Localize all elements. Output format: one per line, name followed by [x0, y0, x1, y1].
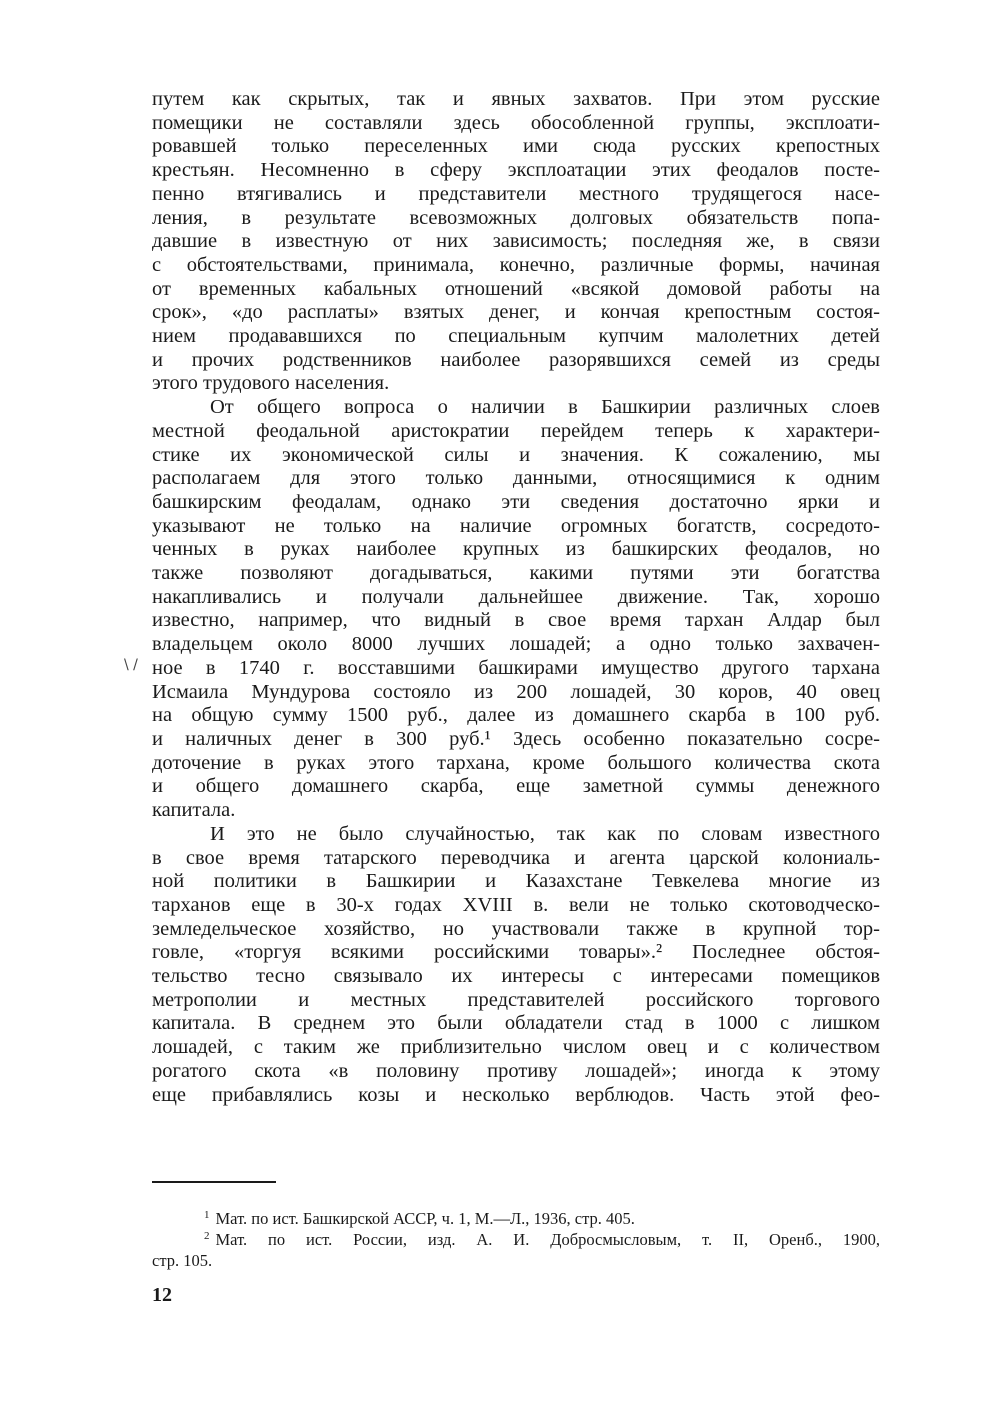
text-line: ления, в результате всевозможных долговых обязательств попа- [152, 206, 880, 229]
text-line: давшие в известную от них зависимость; последняя же, в связи [152, 230, 880, 253]
text-line: стике их экономической силы и значения. К сожалению, мы [152, 443, 880, 466]
footnote-2 [152, 1229, 880, 1271]
footnote-text: Мат. по ист. Башкирской АССР, ч. 1, М.—Л., 1936, стр. 405. [215, 1209, 635, 1228]
text-line: доточение в руках этого тархана, кроме большого количества скота [152, 751, 880, 774]
text-line: земледельческое хозяйство, но участвовали также в крупной тор- [152, 917, 880, 940]
text-line: крестьян. Несомненно в сферу эксплоатации этих феодалов посте- [152, 159, 880, 182]
margin-mark: \ / [124, 657, 138, 673]
footnote-1 [152, 1208, 880, 1229]
text-line: этого трудового населения. [152, 372, 390, 395]
text-line: башкирским феодалам, однако эти сведения достаточно ярки и [152, 490, 880, 513]
text-line: и общего домашнего скарба, еще заметной суммы денежного [152, 775, 880, 798]
text-line: тельство тесно связывало их интересы с интересами помещиков [152, 965, 880, 988]
footnote-number: 2 [204, 1230, 210, 1242]
text-line: известно, например, что видный в свое время тархан Алдар был [152, 609, 880, 632]
body-text [152, 88, 880, 1107]
footnote-line: стр. 105. [152, 1251, 213, 1270]
text-line: капитала. В среднем это были обладатели стад в 1000 с лишком [152, 1012, 880, 1035]
paragraph-2 [152, 396, 880, 823]
text-line: еще прибавлялись козы и несколько верблюдов. Часть этой фео- [152, 1083, 880, 1106]
text-line: указывают не только на наличие огромных богатств, сосредото- [152, 514, 880, 537]
footnote-number: 1 [204, 1209, 210, 1221]
text-line: Исмаила Мундурова состояло из 200 лошадей, 30 коров, 40 овец [152, 680, 880, 703]
text-line: от временных кабальных отношений «всякой домовой работы на [152, 277, 880, 300]
text-line: ное в 1740 г. восставшими башкирами имущество другого тархана [152, 656, 880, 679]
text-line: лошадей, с таким же приблизительно числом овец и с количеством [152, 1036, 880, 1059]
text-line: капитала. [152, 799, 236, 822]
text-line: и прочих родственников наиболее разорявшихся семей из среды [152, 348, 880, 371]
footnote-text: Мат. по ист. России, изд. А. И. Добросмысловым, т. II, Оренб., 1900, [215, 1230, 880, 1249]
text-line: пенно втягивались и представители местного трудящегося насе- [152, 182, 880, 205]
text-line: метрополии и местных представителей российского торгового [152, 988, 880, 1011]
text-line: нием продававшихся по специальным купчим малолетних детей [152, 325, 880, 348]
text-line: ровавшей только переселенных ими сюда русских крепостных [152, 135, 880, 158]
text-line: в свое время татарского переводчика и агента царской колониаль- [152, 846, 880, 869]
text-line: также позволяют догадываться, какими путями эти богатства [152, 562, 880, 585]
text-line: владельцем около 8000 лучших лошадей; а одно только захвачен- [152, 633, 880, 656]
paragraph-3 [152, 823, 880, 1107]
text-line: местной феодальной аристократии перейдем теперь к характери- [152, 419, 880, 442]
footnote-line [152, 1229, 880, 1250]
text-line: И это не было случайностью, так как по словам известного [210, 822, 880, 845]
text-line: с обстоятельствами, принимала, конечно, различные формы, начиная [152, 253, 880, 276]
text-line: ченных в руках наиболее крупных из башкирских феодалов, но [152, 538, 880, 561]
text-line: срок», «до расплаты» взятых денег, и кончая крепостным состоя- [152, 301, 880, 324]
text-line: ной политики в Башкирии и Казахстане Тевкелева многие из [152, 870, 880, 893]
text-line: помещики не составляли здесь обособленной группы, эксплоати- [152, 111, 880, 134]
footnote-line [152, 1208, 880, 1229]
page-number: 12 [152, 1284, 172, 1306]
footnote-separator [152, 1181, 276, 1183]
text-line: тарханов еще в 30-х годах XVIII в. вели не только скотоводческо- [152, 893, 880, 916]
paragraph-1 [152, 88, 880, 396]
text-line: и наличных денег в 300 руб.¹ Здесь особенно показательно сосре- [152, 727, 880, 750]
text-line: рогатого скота «в половину противу лошадей»; иногда к этому [152, 1059, 880, 1082]
text-line: на общую сумму 1500 руб., далее из домашнего скарба в 100 руб. [152, 704, 880, 727]
text-line: От общего вопроса о наличии в Башкирии различных слоев [210, 396, 880, 419]
text-line: говле, «торгуя всякими российскими товары».² Последнее обстоя- [152, 941, 880, 964]
text-line: располагаем для этого только данными, относящимися к одним [152, 467, 880, 490]
text-line: накапливались и получали дальнейшее движение. Так, хорошо [152, 585, 880, 608]
footnotes [152, 1208, 880, 1271]
text-line: путем как скрытых, так и явных захватов. При этом русские [152, 88, 880, 110]
